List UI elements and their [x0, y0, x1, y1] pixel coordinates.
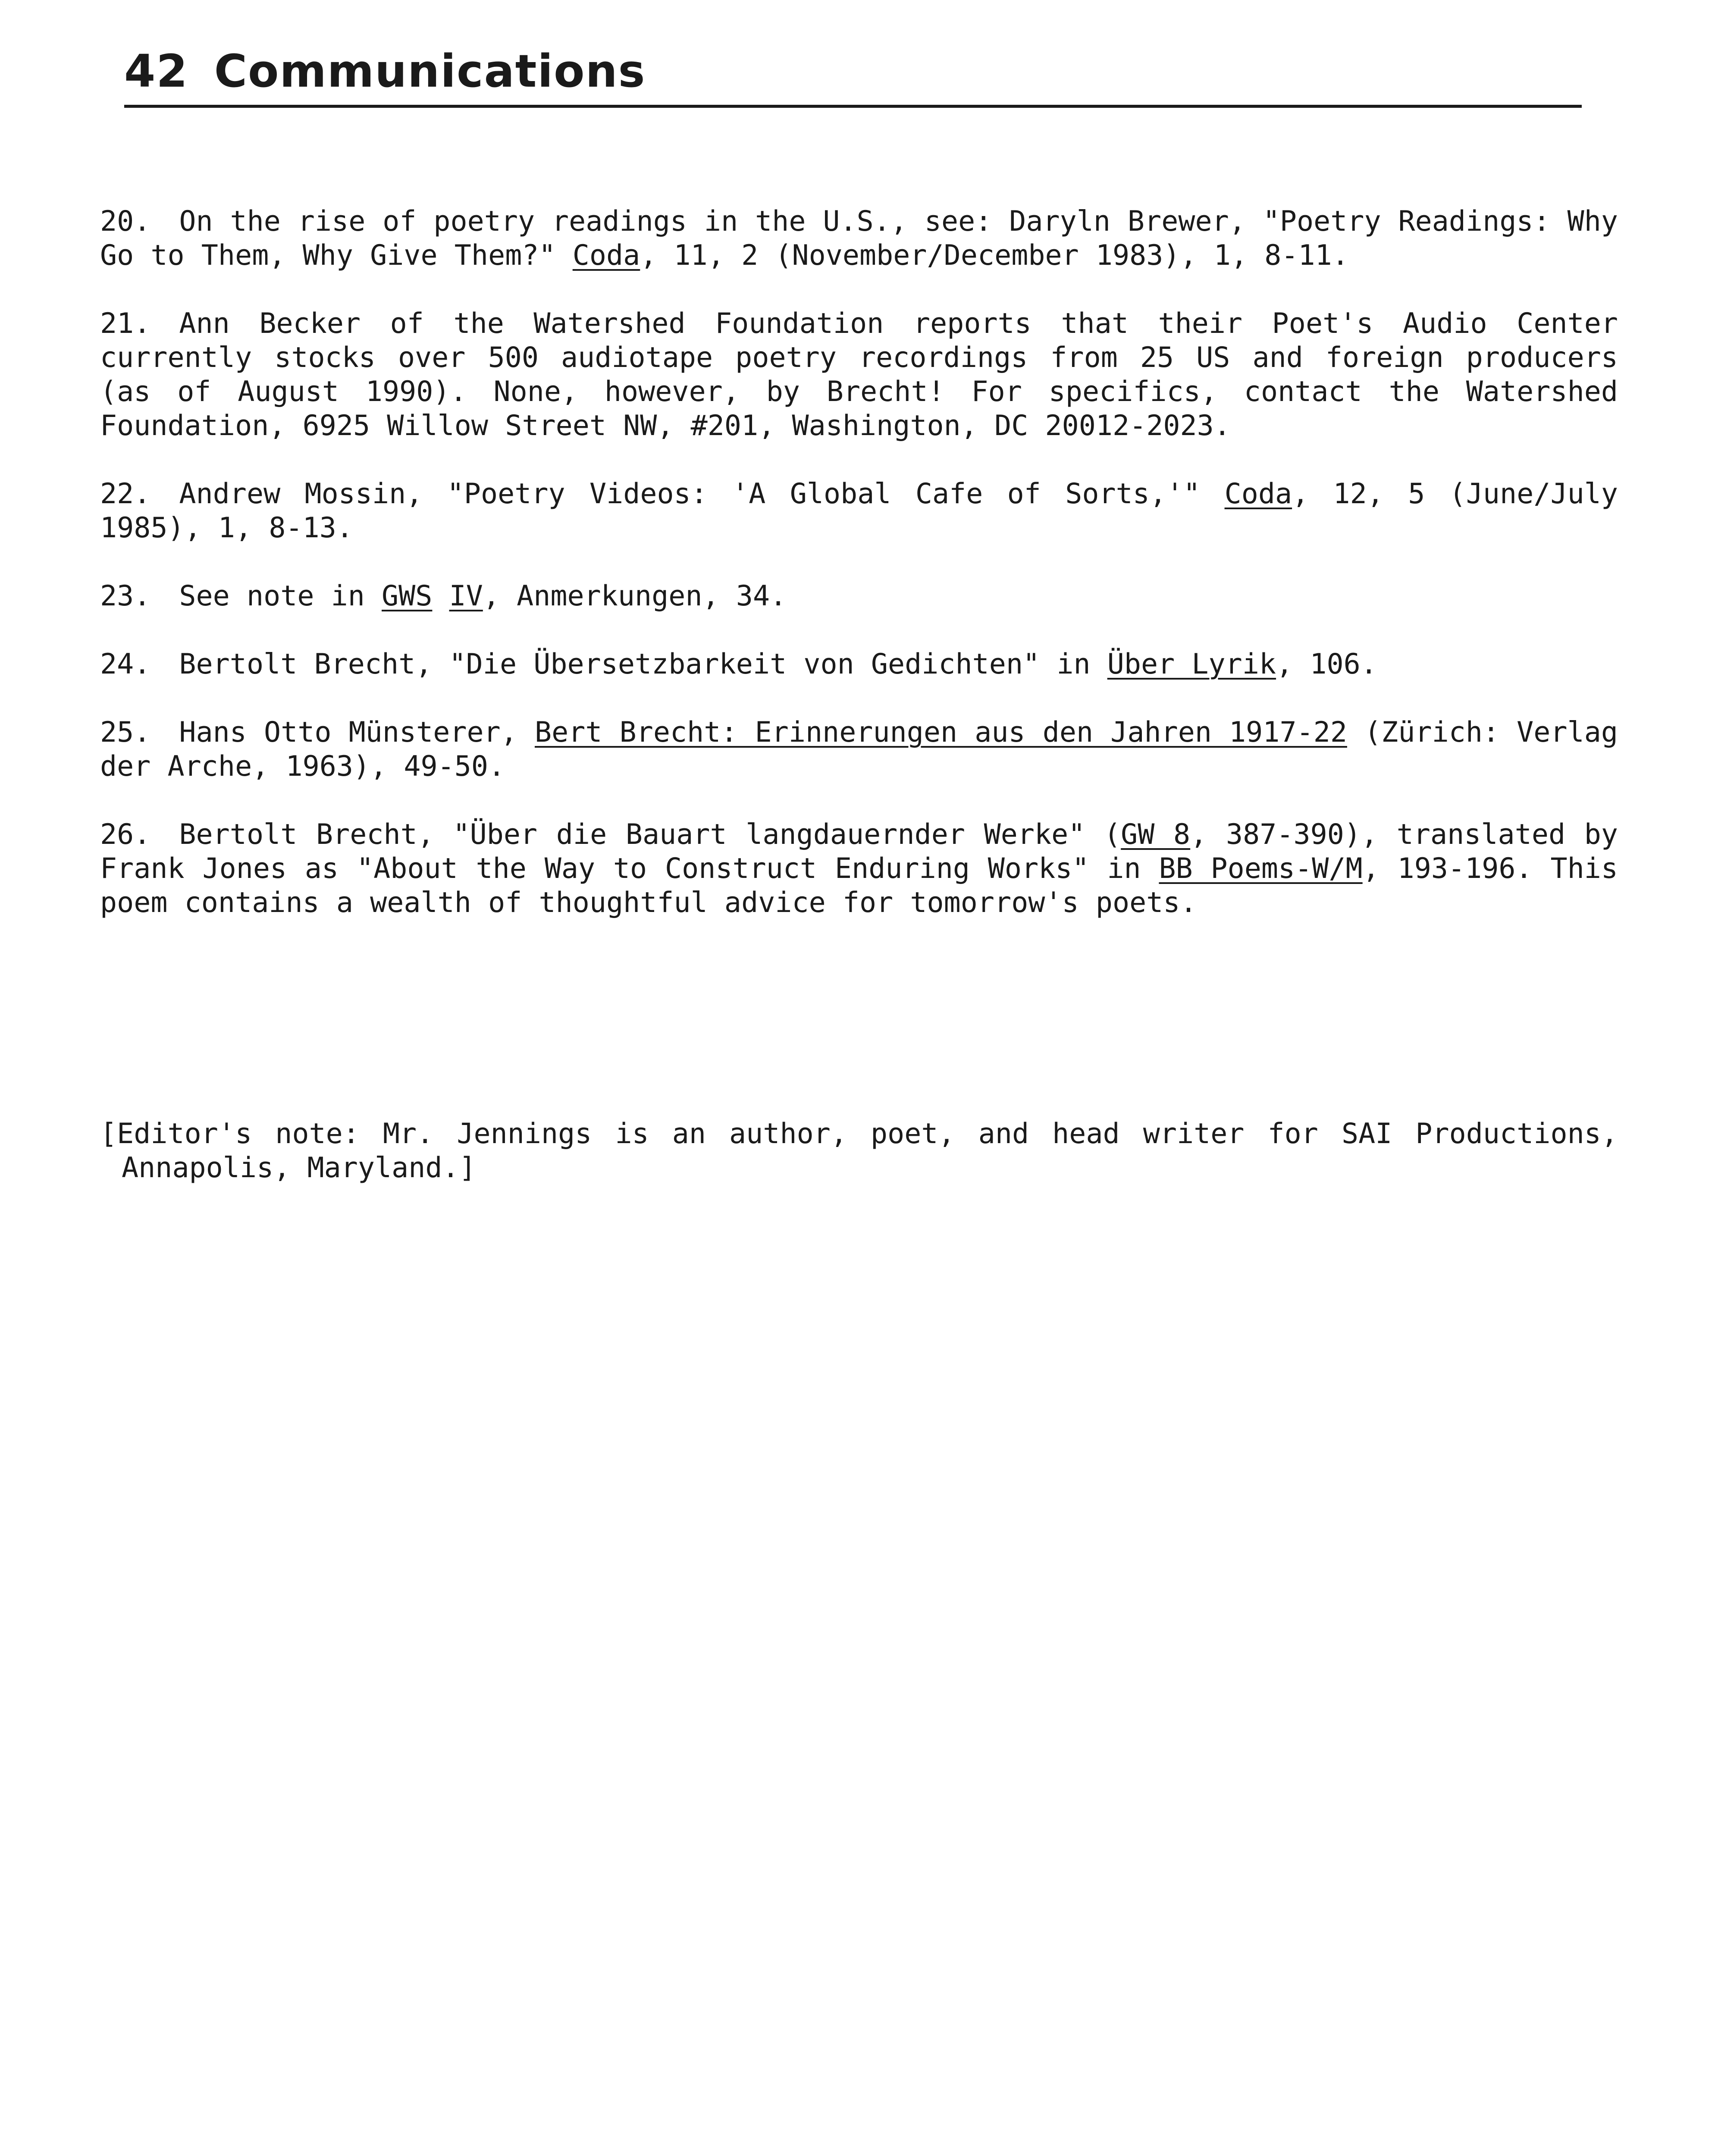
endnote-title: Bert Brecht: Erinnerungen aus den Jahren 1917-22: [535, 716, 1347, 749]
endnote-26: [100, 818, 1618, 920]
endnote-text: , 106.: [1276, 648, 1377, 680]
endnote-text: , 11, 2 (November/December 1983), 1, 8-11.: [640, 239, 1349, 272]
endnote-text: , 12, 5 (June/July 1985), 1, 8-13.: [100, 478, 1618, 544]
endnote-number: 26.: [100, 818, 151, 851]
endnote-23: [100, 579, 1618, 613]
endnote-number: 25.: [100, 716, 151, 749]
endnote-number: 21.: [100, 307, 151, 340]
page-header: [124, 43, 1582, 108]
endnote-number: 22.: [100, 478, 151, 510]
endnote-text: Andrew Mossin, "Poetry Videos: 'A Global Cafe of Sorts,'": [179, 478, 1225, 510]
endnote-text: Hans Otto Münsterer,: [179, 716, 535, 749]
endnote-title: Coda: [572, 239, 640, 272]
endnote-title: GWS: [382, 580, 433, 612]
endnote-text: [432, 580, 449, 612]
endnote-title: Über Lyrik: [1107, 648, 1276, 680]
endnote-25: [100, 715, 1618, 783]
endnote-title: IV: [449, 580, 483, 612]
endnote-number: 20.: [100, 205, 151, 238]
endnote-text: , 387-390), translated by Frank Jones as "About the Way to Construct Enduring Works" in: [100, 818, 1618, 885]
endnote-text: , Anmerkungen, 34.: [483, 580, 787, 612]
editor-note: [Editor's note: Mr. Jennings is an author, poet, and head writer for SAI Productions, Annapolis, Maryland.]: [100, 1118, 1618, 1184]
endnote-number: 24.: [100, 648, 151, 680]
endnote-title: Coda: [1224, 478, 1292, 510]
endnotes-list: [100, 204, 1618, 954]
endnote-22: [100, 477, 1618, 545]
endnote-number: 23.: [100, 580, 151, 612]
section-title: Communications: [214, 45, 646, 97]
endnote-text: Bertolt Brecht, "Über die Bauart langdauernder Werke" (: [179, 818, 1121, 851]
running-head: [124, 43, 1582, 99]
endnote-text: Bertolt Brecht, "Die Übersetzbarkeit von Gedichten" in: [179, 648, 1107, 680]
endnote-21: [100, 307, 1618, 443]
endnote-title: GW 8: [1121, 818, 1191, 851]
endnote-20: [100, 204, 1618, 273]
endnote-text: See note in: [179, 580, 382, 612]
endnote-text: On the rise of poetry readings in the U.S., see: Daryln Brewer, "Poetry Readings: Why Go to Them, Why Give Them?": [100, 205, 1618, 272]
endnote-24: [100, 647, 1618, 681]
endnote-text: , 193-196. This poem contains a wealth of thoughtful advice for tomorrow's poets.: [100, 852, 1618, 919]
endnote-text: Ann Becker of the Watershed Foundation reports that their Poet's Audio Center currently stocks over 500 audiotape poetry recordings from 25 US and foreign producers (as of August 1990). None, however, by Brecht! For specifics, contact the Watershed Foundation, 6925 Willow Street NW, #201, Washington, DC 20012-2023.: [100, 307, 1618, 442]
endnote-text: (Zürich: Verlag der Arche, 1963), 49-50.: [100, 716, 1618, 783]
endnote-title: BB Poems-W/M: [1159, 852, 1363, 885]
page-number: 42: [124, 45, 188, 97]
